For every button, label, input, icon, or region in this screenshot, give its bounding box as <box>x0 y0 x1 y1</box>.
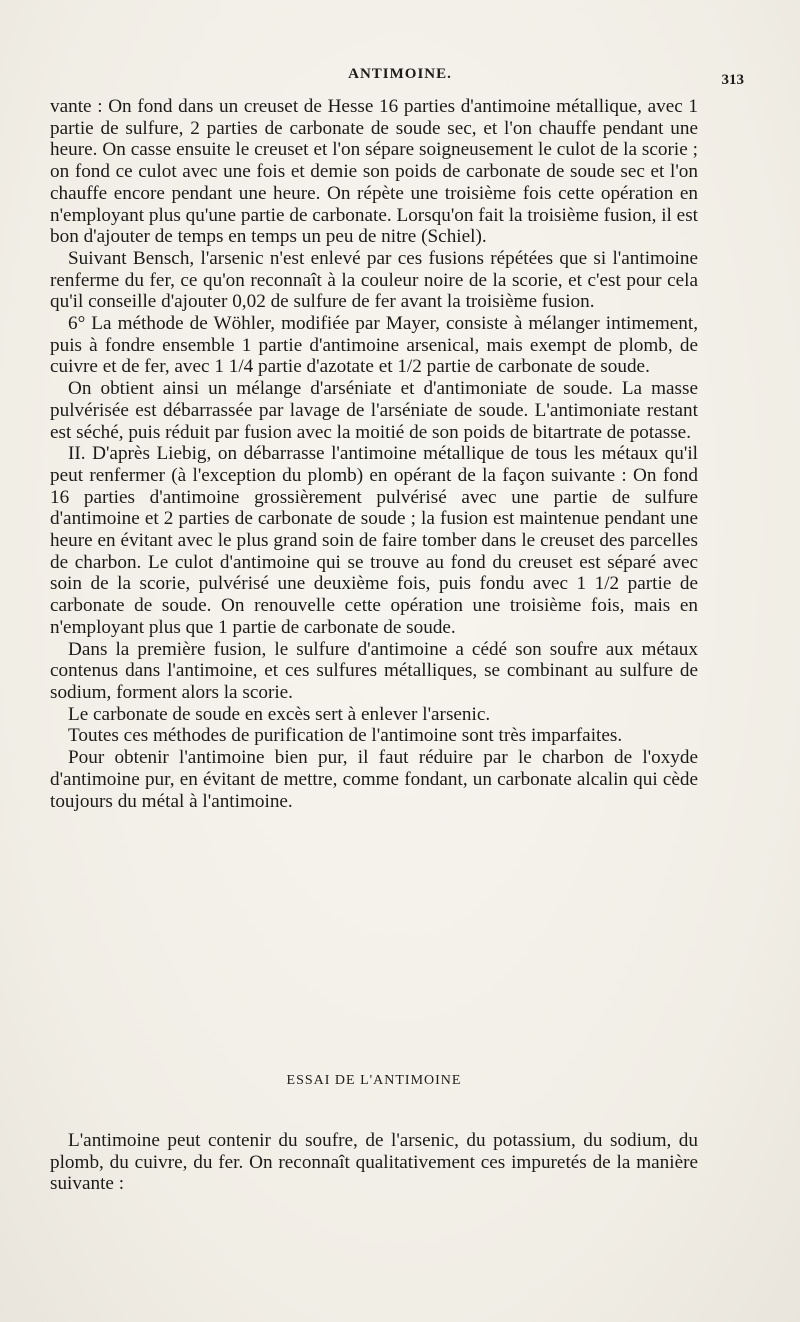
paragraph: Dans la première fusion, le sulfure d'antimoine a cédé son soufre aux métaux contenus dans l'antimoine, et ces sulfures métalliques, se combinant au sulfure de sodium, forment alors la scorie. <box>50 638 698 703</box>
paragraph: On obtient ainsi un mélange d'arséniate et d'antimoniate de soude. La masse pulvérisée est débarrassée par lavage de l'arséniate de soude. L'antimoniate restant est séché, puis réduit par fusion avec la moitié de son poids de bitartrate de potasse. <box>50 378 698 443</box>
paragraph: Pour obtenir l'antimoine bien pur, il faut réduire par le charbon de l'oxyde d'antimoine pur, en évitant de mettre, comme fondant, un carbonate alcalin qui cède toujours du métal à l'antimoine. <box>50 747 698 812</box>
page-header <box>0 62 800 92</box>
running-title: ANTIMOINE. <box>348 66 452 82</box>
paragraph: II. D'après Liebig, on débarrasse l'antimoine métallique de tous les métaux qu'il peut renfermer (à l'exception du plomb) en opérant de la façon suivante : On fond 16 parties d'antimoine grossièrement pulvérisé avec une partie de sulfure d'antimoine et 2 parties de carbonate de soude ; la fusion est maintenue pendant une heure en évitant avec le plus grand soin de faire tomber dans le creuset des parcelles de charbon. Le culot d'antimoine qui se trouve au fond du creuset est séparé avec soin de la scorie, pulvérisé une deuxième fois, puis fondu avec 1 1/2 partie de carbonate de soude. On renouvelle cette opération une troisième fois, mais en n'employant plus que 1 partie de carbonate de soude. <box>50 443 698 638</box>
paragraph: Le carbonate de soude en excès sert à enlever l'arsenic. <box>68 703 491 725</box>
page-number: 313 <box>721 72 744 88</box>
paragraph: Suivant Bensch, l'arsenic n'est enlevé par ces fusions répétées que si l'antimoine renferme du fer, ce qu'on reconnaît à la couleur noire de la scorie, et c'est pour cela qu'il conseille d'ajouter 0,02 de sulfure de fer avant la troisième fusion. <box>50 247 698 313</box>
paragraph: vante : On fond dans un creuset de Hesse 16 parties d'antimoine métallique, avec 1 partie de sulfure, 2 parties de carbonate de soude sec, et l'on chauffe pendant une heure. On casse ensuite le creuset et l'on sépare soigneusement le culot de la scorie ; on fond ce culot avec une fois et demie son poids de carbonate de soude sec et l'on chauffe encore pendant une heure. On répète une troisième fois cette opération en n'employant plus qu'une partie de carbonate. Lorsqu'on fait la troisième fusion, il est bon d'ajouter de temps en temps un peu de nitre (Schiel). <box>50 96 698 248</box>
main-text <box>50 96 698 812</box>
paragraph: 6° La méthode de Wöhler, modifiée par Mayer, consiste à mélanger intimement, puis à fondre ensemble 1 partie d'antimoine arsenical, mais exempt de plomb, de cuivre et de fer, avec 1 1/4 partie d'azotate et 1/2 partie de carbonate de soude. <box>50 313 698 378</box>
paragraph: Toutes ces méthodes de purification de l'antimoine sont très imparfaites. <box>68 725 623 747</box>
section-heading: ESSAI DE L'ANTIMOINE <box>286 1073 462 1088</box>
paragraph: L'antimoine peut contenir du soufre, de l'arsenic, du potassium, du sodium, du plomb, du cuivre, du fer. On reconnaît qualitativement ces impuretés de la manière suivante : <box>50 1130 698 1195</box>
section-text <box>50 1130 698 1195</box>
